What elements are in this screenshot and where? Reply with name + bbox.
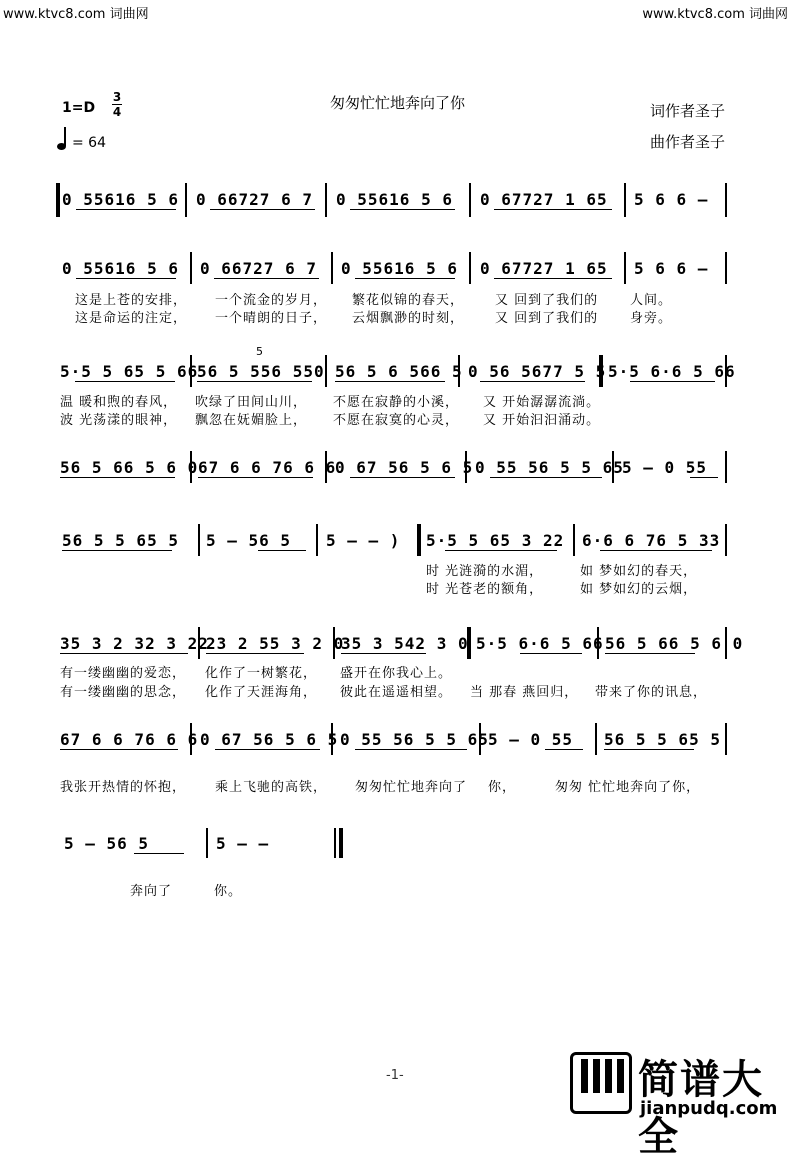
measure: 0 67727 1 65 — [480, 259, 608, 278]
measure: 67 6 6 76 6 6 — [60, 730, 199, 749]
measure: 56 5 66 5 6 0 — [60, 458, 199, 477]
barline — [624, 183, 626, 217]
lyric-line: 又 开始潺潺流淌。 — [483, 395, 601, 410]
beam-line — [355, 278, 455, 279]
lyric-line: 如 梦如幻的春天， — [580, 564, 698, 579]
measure: 56 5 5 65 5 — [604, 730, 721, 749]
lyric-line: 如 梦如幻的云烟， — [580, 582, 698, 597]
logo-url: jianpudq.com — [640, 1098, 778, 1119]
piano-key — [605, 1059, 612, 1093]
lyric-line: 有一缕幽幽的爱恋， — [60, 666, 187, 681]
beam-line — [214, 278, 319, 279]
lyric-line: 不愿在寂寞的心灵， — [333, 413, 460, 428]
beam-line — [76, 209, 176, 210]
barline — [206, 828, 208, 858]
page-number: -1- — [386, 1068, 404, 1083]
beam-line — [350, 477, 455, 478]
beam-line — [355, 749, 467, 750]
lyric-line: 一个流金的岁月， — [215, 293, 328, 308]
measure: 5 6 6 – — [634, 190, 709, 209]
lyric-line: 匆匆忙忙地奔向了 — [355, 780, 468, 795]
beam-line — [258, 550, 306, 551]
time-signature-top: 3 — [112, 90, 122, 104]
beam-line — [134, 853, 184, 854]
lyric-line: 吹绿了田间山川， — [195, 395, 308, 410]
measure: 0 55616 5 6 — [62, 190, 179, 209]
lyric-line: 乘上飞驰的高铁， — [215, 780, 328, 795]
lyricist-credit: 词作者圣子 — [650, 102, 726, 120]
beam-line — [341, 653, 426, 654]
beam-line — [604, 749, 694, 750]
beam-line — [445, 550, 557, 551]
time-signature-bottom: 4 — [112, 105, 122, 119]
beam-line — [210, 209, 315, 210]
lyric-line: 这是命运的注定， — [75, 311, 188, 326]
lyric-line: 人间。 — [630, 293, 673, 308]
lyric-line: 化作了一树繁花， — [205, 666, 318, 681]
beam-line — [350, 209, 455, 210]
measure: 5 – 0 55 — [622, 458, 708, 477]
lyric-line: 这是上苍的安排， — [75, 293, 188, 308]
barline — [725, 524, 727, 556]
barline — [331, 252, 333, 284]
lyric-line: 温 暖和煦的春风， — [60, 395, 178, 410]
barline — [325, 183, 327, 217]
beam-line — [215, 749, 320, 750]
lyric-line: 云烟飘渺的时刻， — [352, 311, 465, 326]
barline — [573, 524, 575, 556]
barline — [190, 252, 192, 284]
lyric-line: 时 光苍老的额角， — [426, 582, 544, 597]
beam-line — [76, 278, 176, 279]
measure: 0 55616 5 6 — [62, 259, 179, 278]
measure: 0 67 56 5 6 5 — [200, 730, 339, 749]
measure: 0 67 56 5 6 5 — [335, 458, 474, 477]
beam-line — [690, 477, 718, 478]
beam-line — [206, 653, 304, 654]
beam-line — [198, 477, 313, 478]
lyric-line: 你。 — [214, 884, 243, 899]
barline — [725, 723, 727, 755]
barline — [325, 355, 327, 387]
final-barline — [339, 828, 343, 858]
measure: 5 – 0 55 — [488, 730, 574, 749]
barline — [725, 451, 727, 483]
measure: 0 67727 1 65 — [480, 190, 608, 209]
beam-line — [494, 278, 612, 279]
measure: 0 66727 6 7 — [200, 259, 317, 278]
beam-line — [605, 653, 695, 654]
barline — [198, 524, 200, 556]
beam-line — [480, 381, 585, 382]
composer-credit: 曲作者圣子 — [650, 133, 726, 151]
measure: 5 6 6 – — [634, 259, 709, 278]
measure: 35 3 542 3 0 — [341, 634, 469, 653]
barline — [725, 252, 727, 284]
barline — [316, 524, 318, 556]
tempo-marking: = 64 — [72, 135, 106, 151]
measure: 0 66727 6 7 — [196, 190, 313, 209]
repeat-start-bar — [56, 183, 60, 217]
repeat-start-bar — [417, 524, 421, 556]
measure: 5 – – — [216, 834, 270, 853]
beam-line — [335, 381, 445, 382]
beam-line — [494, 209, 612, 210]
measure: 5·5 6·6 5 66 — [476, 634, 604, 653]
lyric-line: 又 回到了我们的 — [495, 293, 599, 308]
measure: 5·5 6·6 5 66 — [608, 362, 736, 381]
measure: 5·5 5 65 5 66 — [60, 362, 199, 381]
quarter-note-icon — [57, 143, 66, 150]
barline — [624, 252, 626, 284]
beam-line — [60, 749, 178, 750]
lyric-line: 有一缕幽幽的思念， — [60, 685, 187, 700]
piano-key — [593, 1059, 600, 1093]
beam-line — [600, 550, 712, 551]
measure: 67 6 6 76 6 6 — [198, 458, 337, 477]
measure: 5 – 56 5 — [206, 531, 292, 550]
measure: 5 – – ) — [326, 531, 401, 550]
beam-line — [197, 381, 312, 382]
lyric-line: 匆匆 忙忙地奔向了你， — [555, 780, 701, 795]
measure: 0 55616 5 6 — [341, 259, 458, 278]
lyric-line: 又 回到了我们的 — [495, 311, 599, 326]
lyric-line: 盛开在你我心上。 — [340, 666, 453, 681]
beam-line — [545, 749, 583, 750]
lyric-line: 当 那春 燕回归， — [470, 685, 579, 700]
measure: 6·6 6 76 5 33 — [582, 531, 721, 550]
lyric-line: 又 开始汩汩涌动。 — [483, 413, 601, 428]
beam-line — [62, 550, 172, 551]
piano-key — [581, 1059, 588, 1093]
lyric-line: 化作了天涯海角， — [205, 685, 318, 700]
lyric-line: 你， — [488, 780, 517, 795]
lyric-line: 身旁。 — [630, 311, 673, 326]
barline — [185, 183, 187, 217]
barline — [725, 183, 727, 217]
logo-text: 简谱大全 — [638, 1057, 764, 1160]
measure: 0 55 56 5 5 65 — [340, 730, 489, 749]
measure: 0 55616 5 6 — [336, 190, 453, 209]
measure: 56 5 66 5 6 0 — [605, 634, 744, 653]
lyric-line: 一个晴朗的日子， — [215, 311, 328, 326]
piano-icon — [570, 1052, 632, 1114]
site-logo — [570, 1052, 790, 1160]
lyric-line: 时 光涟漪的水湄， — [426, 564, 544, 579]
beam-line — [75, 381, 175, 382]
lyric-line: 彼此在遥遥相望。 — [340, 685, 453, 700]
measure: 56 5 5 65 5 — [62, 531, 179, 550]
beam-line — [60, 653, 188, 654]
page-title: 匆匆忙忙地奔向了你 — [330, 94, 466, 112]
tuplet-mark: 5 — [256, 345, 263, 358]
beam-line — [630, 381, 715, 382]
measure: 0 55 56 5 5 65 — [475, 458, 624, 477]
watermark-left: www.ktvc8.com 词曲网 — [3, 7, 149, 22]
barline — [595, 723, 597, 755]
measure: 35 3 2 32 3 22 — [60, 634, 209, 653]
watermark-right: www.ktvc8.com 词曲网 — [642, 7, 788, 22]
lyric-line: 飘忽在妩媚脸上， — [195, 413, 308, 428]
barline — [334, 828, 336, 858]
barline — [469, 183, 471, 217]
measure: 0 56 5677 5 5 — [468, 362, 607, 381]
beam-line — [490, 477, 602, 478]
lyric-line: 不愿在寂静的小溪， — [333, 395, 460, 410]
measure: 56 5 556 550 — [197, 362, 325, 381]
lyric-line: 奔向了 — [130, 884, 173, 899]
lyric-line: 波 光荡漾的眼神， — [60, 413, 178, 428]
measure: 5 – 56 5 — [64, 834, 150, 853]
measure: 56 5 6 566 5 — [335, 362, 463, 381]
measure: 23 2 55 3 2 0 — [206, 634, 345, 653]
beam-line — [520, 653, 582, 654]
lyric-line: 我张开热情的怀抱， — [60, 780, 187, 795]
measure: 5·5 5 65 3 22 — [426, 531, 565, 550]
lyric-line: 繁花似锦的春天， — [352, 293, 465, 308]
barline — [469, 252, 471, 284]
piano-key — [617, 1059, 624, 1093]
lyric-line: 带来了你的讯息， — [595, 685, 708, 700]
key-signature: 1=D — [62, 100, 96, 116]
beam-line — [60, 477, 175, 478]
